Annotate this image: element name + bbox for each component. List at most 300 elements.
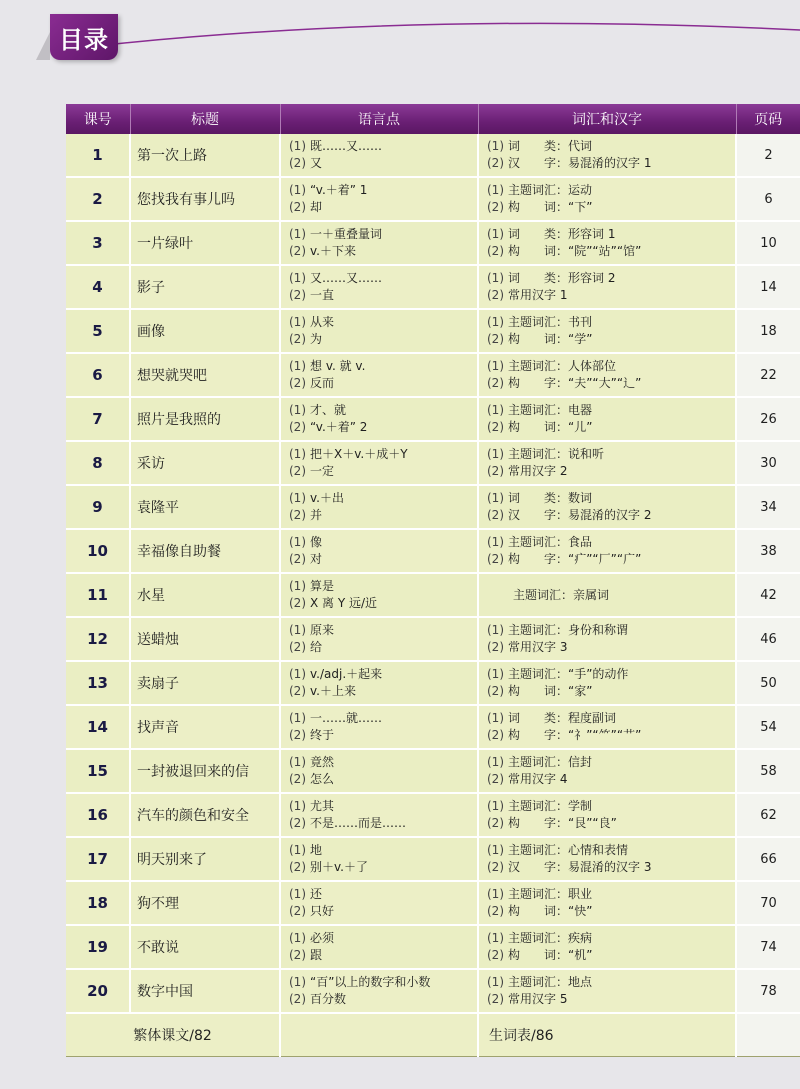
item-text: 一直 bbox=[310, 288, 335, 302]
vocab-line bbox=[487, 287, 735, 304]
item-index: (2) bbox=[289, 904, 306, 918]
item-index: (2) bbox=[487, 860, 504, 874]
lesson-title[interactable]: 明天别来了 bbox=[130, 837, 280, 881]
header-language: 语言点 bbox=[280, 104, 478, 134]
table-header-row bbox=[66, 104, 800, 134]
language-points bbox=[280, 397, 478, 441]
item-text: 常用汉字 2 bbox=[508, 464, 568, 478]
language-points bbox=[280, 265, 478, 309]
item-text: 把＋X＋v.＋成＋Y bbox=[310, 447, 408, 461]
lang-line bbox=[289, 463, 477, 480]
item-text: 主题词汇：信封 bbox=[508, 755, 593, 769]
item-index: (1) bbox=[487, 667, 504, 681]
lesson-number: 1 bbox=[66, 134, 130, 177]
item-text: 给 bbox=[310, 640, 323, 654]
table-row[interactable] bbox=[66, 221, 800, 265]
lang-line bbox=[289, 375, 477, 392]
footer-row bbox=[66, 1013, 800, 1057]
vocab-and-characters bbox=[478, 705, 736, 749]
vocab-line bbox=[487, 155, 735, 172]
table-row[interactable] bbox=[66, 617, 800, 661]
item-index: (2) bbox=[487, 288, 504, 302]
item-index: (2) bbox=[487, 772, 504, 786]
page-number[interactable]: 46 bbox=[736, 617, 800, 661]
item-text: 主题词汇：疾病 bbox=[508, 931, 593, 945]
lesson-number: 14 bbox=[66, 705, 130, 749]
item-text: v./adj.＋起来 bbox=[310, 667, 383, 681]
lang-line bbox=[289, 534, 477, 551]
lang-line bbox=[289, 974, 477, 991]
page-number[interactable]: 58 bbox=[736, 749, 800, 793]
lang-line bbox=[289, 710, 477, 727]
vocab-line bbox=[487, 815, 735, 832]
lesson-title[interactable]: 想哭就哭吧 bbox=[130, 353, 280, 397]
item-index: (1) bbox=[487, 271, 504, 285]
item-text: 别＋v.＋了 bbox=[310, 860, 368, 874]
lesson-title[interactable]: 水星 bbox=[130, 573, 280, 617]
item-index: (2) bbox=[289, 420, 306, 434]
item-index: (2) bbox=[289, 332, 306, 346]
lesson-title[interactable]: 第一次上路 bbox=[130, 134, 280, 177]
vocab-line bbox=[487, 507, 735, 524]
item-index: (1) bbox=[487, 359, 504, 373]
page-number[interactable]: 14 bbox=[736, 265, 800, 309]
item-text: X 离 Y 远/近 bbox=[310, 596, 378, 610]
page-number[interactable]: 30 bbox=[736, 441, 800, 485]
page-number[interactable]: 26 bbox=[736, 397, 800, 441]
language-points bbox=[280, 134, 478, 177]
item-index: (2) bbox=[487, 684, 504, 698]
vocab-line bbox=[487, 666, 735, 683]
lesson-title[interactable]: 狗不理 bbox=[130, 881, 280, 925]
table-row[interactable] bbox=[66, 793, 800, 837]
page-number[interactable]: 34 bbox=[736, 485, 800, 529]
vocab-and-characters bbox=[478, 265, 736, 309]
item-text: 主题词汇：“手”的动作 bbox=[508, 667, 629, 681]
item-index: (1) bbox=[487, 843, 504, 857]
lang-line bbox=[289, 419, 477, 436]
item-index: (1) bbox=[487, 491, 504, 505]
vocab-line bbox=[487, 991, 735, 1008]
page-number[interactable]: 6 bbox=[736, 177, 800, 221]
traditional-text-link[interactable]: 繁体课文/82 bbox=[66, 1013, 280, 1057]
item-text: 只好 bbox=[310, 904, 335, 918]
item-index: (1) bbox=[487, 447, 504, 461]
lesson-number: 13 bbox=[66, 661, 130, 705]
lang-line bbox=[289, 507, 477, 524]
vocab-line bbox=[487, 199, 735, 216]
item-text: 主题词汇：亲属词 bbox=[513, 587, 610, 602]
item-text: 常用汉字 3 bbox=[508, 640, 568, 654]
item-text: 并 bbox=[310, 508, 323, 522]
item-text: 还 bbox=[310, 887, 323, 901]
lesson-title[interactable]: 数字中国 bbox=[130, 969, 280, 1013]
lang-line bbox=[289, 270, 477, 287]
language-points bbox=[280, 353, 478, 397]
item-text: 主题词汇：职业 bbox=[508, 887, 593, 901]
item-index: (2) bbox=[487, 948, 504, 962]
page-number[interactable]: 2 bbox=[736, 134, 800, 177]
vocab-and-characters bbox=[478, 969, 736, 1013]
lang-line bbox=[289, 639, 477, 656]
lang-line bbox=[289, 771, 477, 788]
table-row[interactable] bbox=[66, 265, 800, 309]
item-text: 一＋重叠量词 bbox=[310, 227, 383, 241]
item-text: 构 词：“院”“站”“馆” bbox=[508, 244, 642, 258]
page-number[interactable]: 50 bbox=[736, 661, 800, 705]
page-number[interactable]: 66 bbox=[736, 837, 800, 881]
item-index: (1) bbox=[487, 711, 504, 725]
page-number[interactable]: 74 bbox=[736, 925, 800, 969]
vocab-line bbox=[487, 859, 735, 876]
item-index: (2) bbox=[487, 156, 504, 170]
item-text: 常用汉字 1 bbox=[508, 288, 568, 302]
item-index: (1) bbox=[487, 623, 504, 637]
page-title: 目录 bbox=[50, 14, 118, 60]
item-index: (2) bbox=[289, 684, 306, 698]
vocab-line bbox=[487, 842, 735, 859]
item-text: 又……又…… bbox=[310, 271, 383, 285]
item-index: (2) bbox=[289, 552, 306, 566]
vocab-line bbox=[487, 727, 735, 744]
lang-line bbox=[289, 622, 477, 639]
item-index: (1) bbox=[487, 183, 504, 197]
item-text: 为 bbox=[310, 332, 323, 346]
item-index: (1) bbox=[289, 315, 306, 329]
vocab-and-characters bbox=[478, 749, 736, 793]
vocab-and-characters bbox=[478, 353, 736, 397]
lang-line bbox=[289, 287, 477, 304]
vocab-and-characters bbox=[478, 485, 736, 529]
table-row[interactable] bbox=[66, 749, 800, 793]
vocab-line bbox=[487, 798, 735, 815]
vocab-line bbox=[487, 138, 735, 155]
lang-line bbox=[289, 842, 477, 859]
item-index: (2) bbox=[487, 376, 504, 390]
vocab-line bbox=[487, 974, 735, 991]
item-index: (2) bbox=[289, 508, 306, 522]
lesson-number: 17 bbox=[66, 837, 130, 881]
table-of-contents bbox=[66, 104, 800, 1057]
lang-line bbox=[289, 903, 477, 920]
item-index: (1) bbox=[289, 975, 306, 989]
item-index: (1) bbox=[289, 403, 306, 417]
header-title: 标题 bbox=[130, 104, 280, 134]
vocab-line bbox=[487, 314, 735, 331]
vocab-line bbox=[487, 771, 735, 788]
item-text: 主题词汇：电器 bbox=[508, 403, 593, 417]
item-index: (2) bbox=[487, 816, 504, 830]
item-index: (1) bbox=[289, 183, 306, 197]
item-text: 构 字：“夫”“大”“辶” bbox=[508, 376, 642, 390]
vocab-line bbox=[487, 182, 735, 199]
vocab-line bbox=[487, 331, 735, 348]
lesson-number: 3 bbox=[66, 221, 130, 265]
item-index: (2) bbox=[487, 992, 504, 1006]
item-text: 构 词：“家” bbox=[508, 684, 593, 698]
item-index: (2) bbox=[289, 156, 306, 170]
item-text: 词 类：形容词 1 bbox=[508, 227, 616, 241]
lang-line bbox=[289, 859, 477, 876]
item-text: 才、就 bbox=[310, 403, 347, 417]
vocab-and-characters bbox=[478, 925, 736, 969]
item-text: 既……又…… bbox=[310, 139, 383, 153]
table-row[interactable] bbox=[66, 881, 800, 925]
item-text: v.＋上来 bbox=[310, 684, 356, 698]
lesson-number: 15 bbox=[66, 749, 130, 793]
language-points bbox=[280, 969, 478, 1013]
item-text: 竟然 bbox=[310, 755, 335, 769]
lang-line bbox=[289, 815, 477, 832]
table-row[interactable] bbox=[66, 177, 800, 221]
language-points bbox=[280, 221, 478, 265]
item-index: (2) bbox=[487, 244, 504, 258]
table-row[interactable] bbox=[66, 969, 800, 1013]
lesson-title[interactable]: 送蜡烛 bbox=[130, 617, 280, 661]
lesson-number: 19 bbox=[66, 925, 130, 969]
item-index: (1) bbox=[289, 799, 306, 813]
item-index: (1) bbox=[487, 139, 504, 153]
item-text: 从来 bbox=[310, 315, 335, 329]
vocab-line bbox=[487, 903, 735, 920]
table-row[interactable] bbox=[66, 573, 800, 617]
item-text: 必须 bbox=[310, 931, 335, 945]
language-points bbox=[280, 837, 478, 881]
lesson-title[interactable]: 画像 bbox=[130, 309, 280, 353]
table-row[interactable] bbox=[66, 134, 800, 177]
vocab-and-characters bbox=[478, 573, 736, 617]
header-decoration bbox=[0, 0, 800, 70]
item-index: (1) bbox=[289, 711, 306, 725]
item-index: (1) bbox=[289, 491, 306, 505]
item-text: 常用汉字 4 bbox=[508, 772, 568, 786]
item-text: “v.＋着” 2 bbox=[310, 420, 368, 434]
item-text: 构 词：“儿” bbox=[508, 420, 593, 434]
footer-page-empty bbox=[736, 1013, 800, 1057]
lang-line bbox=[289, 947, 477, 964]
vocab-and-characters bbox=[478, 793, 736, 837]
item-index: (1) bbox=[289, 447, 306, 461]
lesson-title[interactable]: 幸福像自助餐 bbox=[130, 529, 280, 573]
language-points bbox=[280, 177, 478, 221]
table-row[interactable] bbox=[66, 661, 800, 705]
item-index: (1) bbox=[289, 843, 306, 857]
item-text: v.＋下来 bbox=[310, 244, 356, 258]
lesson-number: 2 bbox=[66, 177, 130, 221]
lesson-number: 11 bbox=[66, 573, 130, 617]
item-index: (1) bbox=[289, 359, 306, 373]
item-text: 原来 bbox=[310, 623, 335, 637]
vocab-line bbox=[487, 683, 735, 700]
vocab-and-characters bbox=[478, 617, 736, 661]
item-text: 词 类：代词 bbox=[508, 139, 593, 153]
language-points bbox=[280, 441, 478, 485]
table-row[interactable] bbox=[66, 309, 800, 353]
table-row[interactable] bbox=[66, 705, 800, 749]
lesson-title[interactable]: 不敢说 bbox=[130, 925, 280, 969]
glossary-link[interactable]: 生词表/86 bbox=[478, 1013, 736, 1057]
item-text: 构 字：“疒”“厂”“广” bbox=[508, 552, 642, 566]
item-index: (2) bbox=[289, 288, 306, 302]
item-text: “百”以上的数字和小数 bbox=[310, 975, 431, 989]
lang-line bbox=[289, 226, 477, 243]
vocab-and-characters bbox=[478, 134, 736, 177]
vocab-line bbox=[487, 930, 735, 947]
item-text: 不是……而是…… bbox=[310, 816, 407, 830]
page-number[interactable]: 78 bbox=[736, 969, 800, 1013]
lesson-number: 18 bbox=[66, 881, 130, 925]
item-text: 主题词汇：地点 bbox=[508, 975, 593, 989]
item-text: 构 词：“下” bbox=[508, 200, 593, 214]
lesson-title[interactable]: 一片绿叶 bbox=[130, 221, 280, 265]
page-number[interactable]: 10 bbox=[736, 221, 800, 265]
item-text: 汉 字：易混淆的汉字 1 bbox=[508, 156, 652, 170]
item-text: 构 字：“礻”“⺮”“艹” bbox=[508, 728, 642, 742]
table-row[interactable] bbox=[66, 837, 800, 881]
lesson-title[interactable]: 您找我有事儿吗 bbox=[130, 177, 280, 221]
vocab-line bbox=[487, 886, 735, 903]
item-text: 构 字：“艮”“良” bbox=[508, 816, 617, 830]
vocab-and-characters bbox=[478, 661, 736, 705]
lang-line bbox=[289, 551, 477, 568]
item-text: 又 bbox=[310, 156, 323, 170]
lesson-number: 20 bbox=[66, 969, 130, 1013]
item-text: “v.＋着” 1 bbox=[310, 183, 368, 197]
item-index: (1) bbox=[289, 755, 306, 769]
language-points bbox=[280, 749, 478, 793]
lesson-title[interactable]: 汽车的颜色和安全 bbox=[130, 793, 280, 837]
vocab-line bbox=[487, 375, 735, 392]
vocab-and-characters bbox=[478, 881, 736, 925]
item-text: 词 类：数词 bbox=[508, 491, 593, 505]
item-text: 构 词：“快” bbox=[508, 904, 593, 918]
table-row[interactable] bbox=[66, 485, 800, 529]
lang-line bbox=[289, 402, 477, 419]
item-text: 尤其 bbox=[310, 799, 335, 813]
item-index: (1) bbox=[289, 623, 306, 637]
item-text: 词 类：程度副词 bbox=[508, 711, 617, 725]
item-text: 百分数 bbox=[310, 992, 347, 1006]
lang-line bbox=[289, 727, 477, 744]
vocab-line bbox=[487, 419, 735, 436]
lang-line bbox=[289, 490, 477, 507]
lesson-title[interactable]: 袁隆平 bbox=[130, 485, 280, 529]
item-text: 主题词汇：书刊 bbox=[508, 315, 593, 329]
lesson-title[interactable]: 一封被退回来的信 bbox=[130, 749, 280, 793]
item-index: (2) bbox=[289, 464, 306, 478]
page-number[interactable]: 38 bbox=[736, 529, 800, 573]
item-index: (2) bbox=[289, 948, 306, 962]
table-row[interactable] bbox=[66, 441, 800, 485]
vocab-line bbox=[487, 622, 735, 639]
item-index: (1) bbox=[487, 227, 504, 241]
item-index: (1) bbox=[487, 315, 504, 329]
header-page: 页码 bbox=[736, 104, 800, 134]
vocab-and-characters bbox=[478, 441, 736, 485]
page-number[interactable]: 70 bbox=[736, 881, 800, 925]
item-text: 对 bbox=[310, 552, 323, 566]
table-row[interactable] bbox=[66, 397, 800, 441]
lang-line bbox=[289, 138, 477, 155]
item-text: 终于 bbox=[310, 728, 335, 742]
page-number[interactable]: 18 bbox=[736, 309, 800, 353]
page-number[interactable]: 22 bbox=[736, 353, 800, 397]
lang-line bbox=[289, 754, 477, 771]
language-points bbox=[280, 617, 478, 661]
lesson-title[interactable]: 找声音 bbox=[130, 705, 280, 749]
lang-line bbox=[289, 930, 477, 947]
item-text: 常用汉字 5 bbox=[508, 992, 568, 1006]
table-row[interactable] bbox=[66, 925, 800, 969]
item-index: (2) bbox=[487, 332, 504, 346]
page-number[interactable]: 62 bbox=[736, 793, 800, 837]
item-index: (2) bbox=[289, 376, 306, 390]
item-text: 主题词汇：食品 bbox=[508, 535, 593, 549]
item-text: 地 bbox=[310, 843, 323, 857]
lesson-number: 5 bbox=[66, 309, 130, 353]
vocab-line bbox=[487, 446, 735, 463]
lesson-title[interactable]: 卖扇子 bbox=[130, 661, 280, 705]
item-index: (1) bbox=[487, 975, 504, 989]
item-index: (2) bbox=[289, 200, 306, 214]
vocab-line bbox=[487, 551, 735, 568]
item-index: (2) bbox=[289, 816, 306, 830]
item-text: 反而 bbox=[310, 376, 335, 390]
page-number[interactable]: 42 bbox=[736, 573, 800, 617]
vocab-and-characters bbox=[478, 221, 736, 265]
language-points bbox=[280, 793, 478, 837]
item-index: (2) bbox=[487, 728, 504, 742]
vocab-and-characters bbox=[478, 397, 736, 441]
item-index: (2) bbox=[487, 640, 504, 654]
item-index: (2) bbox=[487, 200, 504, 214]
item-text: 主题词汇：说和听 bbox=[508, 447, 605, 461]
lesson-title[interactable]: 采访 bbox=[130, 441, 280, 485]
lang-line bbox=[289, 798, 477, 815]
item-text: 像 bbox=[310, 535, 323, 549]
item-index: (2) bbox=[289, 772, 306, 786]
lesson-title[interactable]: 照片是我照的 bbox=[130, 397, 280, 441]
table-row[interactable] bbox=[66, 353, 800, 397]
item-text: 主题词汇：人体部位 bbox=[508, 359, 617, 373]
vocab-line bbox=[487, 490, 735, 507]
lang-line bbox=[289, 358, 477, 375]
item-text: 构 词：“学” bbox=[508, 332, 593, 346]
lesson-title[interactable]: 影子 bbox=[130, 265, 280, 309]
footer-empty bbox=[280, 1013, 478, 1057]
vocab-line bbox=[487, 463, 735, 480]
vocab-line bbox=[487, 226, 735, 243]
table-row[interactable] bbox=[66, 529, 800, 573]
lesson-number: 9 bbox=[66, 485, 130, 529]
vocab-line bbox=[487, 402, 735, 419]
page-number[interactable]: 54 bbox=[736, 705, 800, 749]
header-lesson: 课号 bbox=[66, 104, 130, 134]
vocab-line bbox=[487, 639, 735, 656]
item-index: (1) bbox=[289, 271, 306, 285]
item-index: (2) bbox=[289, 640, 306, 654]
item-index: (2) bbox=[289, 728, 306, 742]
lang-line bbox=[289, 991, 477, 1008]
item-text: v.＋出 bbox=[310, 491, 344, 505]
item-text: 词 类：形容词 2 bbox=[508, 271, 616, 285]
vocab-line bbox=[487, 270, 735, 287]
lang-line bbox=[289, 155, 477, 172]
item-text: 主题词汇：运动 bbox=[508, 183, 593, 197]
vocab-line bbox=[487, 534, 735, 551]
lang-line bbox=[289, 446, 477, 463]
lang-line bbox=[289, 683, 477, 700]
